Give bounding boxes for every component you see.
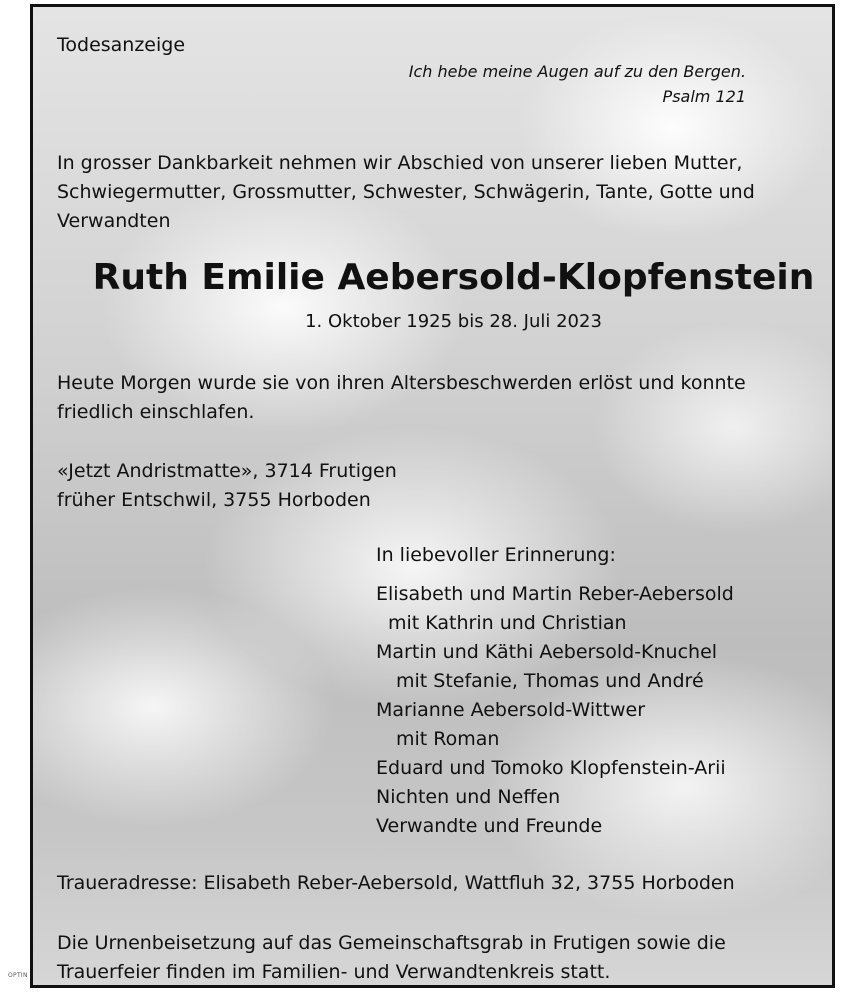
address-line: früher Entschwil, 3755 Horboden <box>57 489 371 511</box>
address-line: «Jetzt Andristmatte», 3714 Frutigen <box>57 460 397 482</box>
footer-mark: OPTIN <box>8 972 28 979</box>
family-member: Verwandte und Freunde <box>376 815 603 837</box>
family-member-children: mit Roman <box>396 728 500 750</box>
motto-source: Psalm 121 <box>662 87 746 106</box>
family-member-children: mit Kathrin und Christian <box>388 612 627 634</box>
burial-line: Die Urnenbeisetzung auf das Gemeinschaftsgrab in Frutigen sowie die <box>57 932 726 954</box>
family-member: Elisabeth und Martin Reber-Aebersold <box>376 583 734 605</box>
message-line: friedlich einschlafen. <box>57 401 255 423</box>
intro-line: Verwandten <box>57 210 171 232</box>
family-list <box>376 580 734 841</box>
life-dates: 1. Oktober 1925 bis 28. Juli 2023 <box>305 311 602 332</box>
intro-text <box>57 149 755 236</box>
memory-heading: In liebevoller Erinnerung: <box>376 544 616 566</box>
family-member-children: mit Stefanie, Thomas und André <box>396 670 704 692</box>
motto-quote: Ich hebe meine Augen auf zu den Bergen. <box>408 62 746 81</box>
family-member: Marianne Aebersold-Wittwer <box>376 699 646 721</box>
family-member: Eduard und Tomoko Klopfenstein-Arii <box>376 757 726 779</box>
motto <box>409 59 746 109</box>
residence-address <box>57 457 397 515</box>
message-line: Heute Morgen wurde sie von ihren Altersbeschwerden erlöst und konnte <box>57 372 746 394</box>
mourning-address: Traueradresse: Elisabeth Reber-Aebersold, Wattfluh 32, 3755 Horboden <box>57 872 735 894</box>
intro-line: In grosser Dankbarkeit nehmen wir Abschied von unserer lieben Mutter, <box>57 152 743 174</box>
family-member: Nichten und Neffen <box>376 786 561 808</box>
obituary-card <box>30 4 835 988</box>
passing-message <box>57 369 746 427</box>
family-member: Martin und Käthi Aebersold-Knuchel <box>376 641 718 663</box>
burial-line: Trauerfeier finden im Familien- und Verwandtenkreis statt. <box>57 961 611 983</box>
notice-label: Todesanzeige <box>57 34 186 56</box>
burial-notice <box>57 929 726 987</box>
intro-line: Schwiegermutter, Grossmutter, Schwester, Schwägerin, Tante, Gotte und <box>57 181 755 203</box>
deceased-name: Ruth Emilie Aebersold-Klopfenstein <box>92 257 815 298</box>
